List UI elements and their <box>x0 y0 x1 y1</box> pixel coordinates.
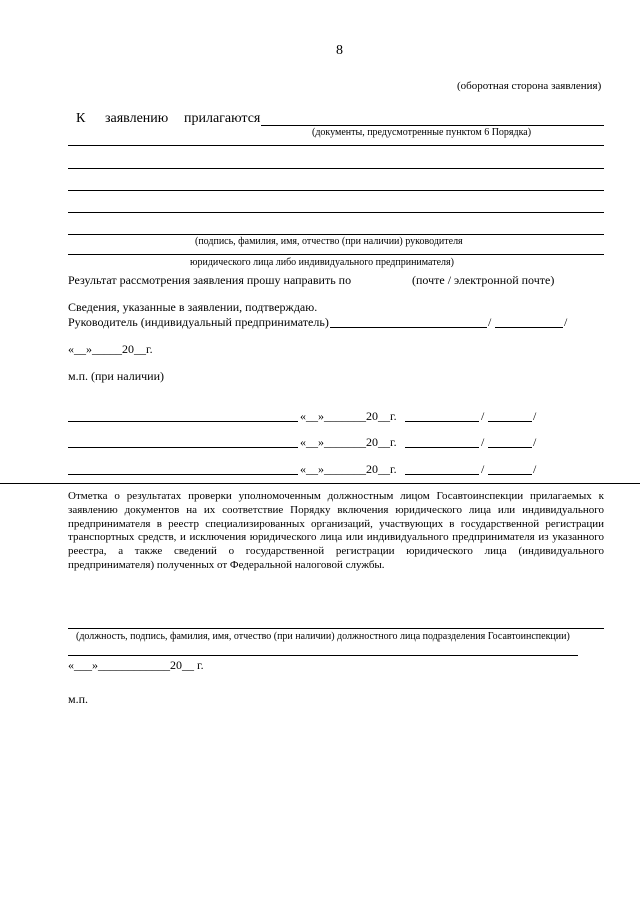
sign-row-name-line[interactable] <box>488 447 532 448</box>
attachments-line-3[interactable] <box>68 168 604 169</box>
official-line-2[interactable] <box>68 655 578 656</box>
sign-row-slash-end: / <box>533 409 537 423</box>
stamp-note-2: м.п. <box>68 692 89 706</box>
sign-row-date[interactable]: «__»_______20__г. <box>300 462 397 476</box>
result-options[interactable]: (почте / электронной почте) <box>412 273 555 287</box>
official-line[interactable] <box>68 628 604 629</box>
result-label: Результат рассмотрения заявления прошу направить по <box>68 273 352 287</box>
attached-k: К <box>76 111 86 126</box>
attachments-line[interactable] <box>261 125 604 126</box>
stamp-note-1: м.п. (при наличии) <box>68 369 164 383</box>
manager-slash: / <box>488 315 492 329</box>
signature-caption-2: юридического лица либо индивидуального предпринимателя) <box>190 257 454 268</box>
attachments-line-5[interactable] <box>68 212 604 213</box>
sign-row-slash: / <box>481 409 485 423</box>
attached-prilagayutsya: прилагаются <box>184 111 261 126</box>
sign-row-slash-end: / <box>533 435 537 449</box>
sign-row-signature-line[interactable] <box>405 447 479 448</box>
attachments-line-4[interactable] <box>68 190 604 191</box>
attachments-line-2[interactable] <box>68 145 604 146</box>
reverse-side-note: (оборотная сторона заявления) <box>457 80 602 92</box>
manager-name-line[interactable] <box>495 327 563 328</box>
inspection-paragraph: Отметка о результатах проверки уполномоченным должностным лицом Госавтоинспекции прилагаемых к заявлению документов на их соответствие Порядку включения юридического лица или индивидуального предпринимателя в реестр специализированных организаций, участвующих в государственной регистрации транспортных средств, и исключения юридического лица или индивидуального предпринимателя из указанного реестра, а также сведений о государственной регистрации юридического лица (индивидуального предпринимателя) полученных от Федеральной налоговой службы. <box>68 490 604 571</box>
signature-caption-1: (подпись, фамилия, имя, отчество (при наличии) руководителя <box>195 236 463 247</box>
date-field-2[interactable]: «___»____________20__ г. <box>68 658 204 672</box>
sign-row-date[interactable]: «__»_______20__г. <box>300 409 397 423</box>
attached-zayavleniyu: заявлению <box>105 111 169 126</box>
sign-row-name-line[interactable] <box>488 421 532 422</box>
sign-row-line[interactable] <box>68 447 298 448</box>
confirm-text: Сведения, указанные в заявлении, подтверждаю. <box>68 300 318 314</box>
sign-row-line[interactable] <box>68 474 298 475</box>
page-number: 8 <box>336 43 343 58</box>
section-divider <box>0 483 640 484</box>
manager-signature-line[interactable] <box>330 327 487 328</box>
sign-row-name-line[interactable] <box>488 474 532 475</box>
sign-row-slash-end: / <box>533 462 537 476</box>
sign-row-date[interactable]: «__»_______20__г. <box>300 435 397 449</box>
sign-row-signature-line[interactable] <box>405 421 479 422</box>
official-caption: (должность, подпись, фамилия, имя, отчество (при наличии) должностного лица подразделения Госавтоинспекции) <box>76 631 570 642</box>
date-field-1[interactable]: «__»_____20__г. <box>68 342 153 356</box>
sign-row-slash: / <box>481 435 485 449</box>
sign-row-line[interactable] <box>68 421 298 422</box>
manager-slash-end: / <box>564 315 568 329</box>
sign-row-slash: / <box>481 462 485 476</box>
sign-row-signature-line[interactable] <box>405 474 479 475</box>
signature-line-2[interactable] <box>68 254 604 255</box>
signature-line[interactable] <box>68 234 604 235</box>
attachments-caption: (документы, предусмотренные пунктом 6 Порядка) <box>312 127 532 138</box>
manager-label: Руководитель (индивидуальный предприниматель) <box>68 315 329 329</box>
